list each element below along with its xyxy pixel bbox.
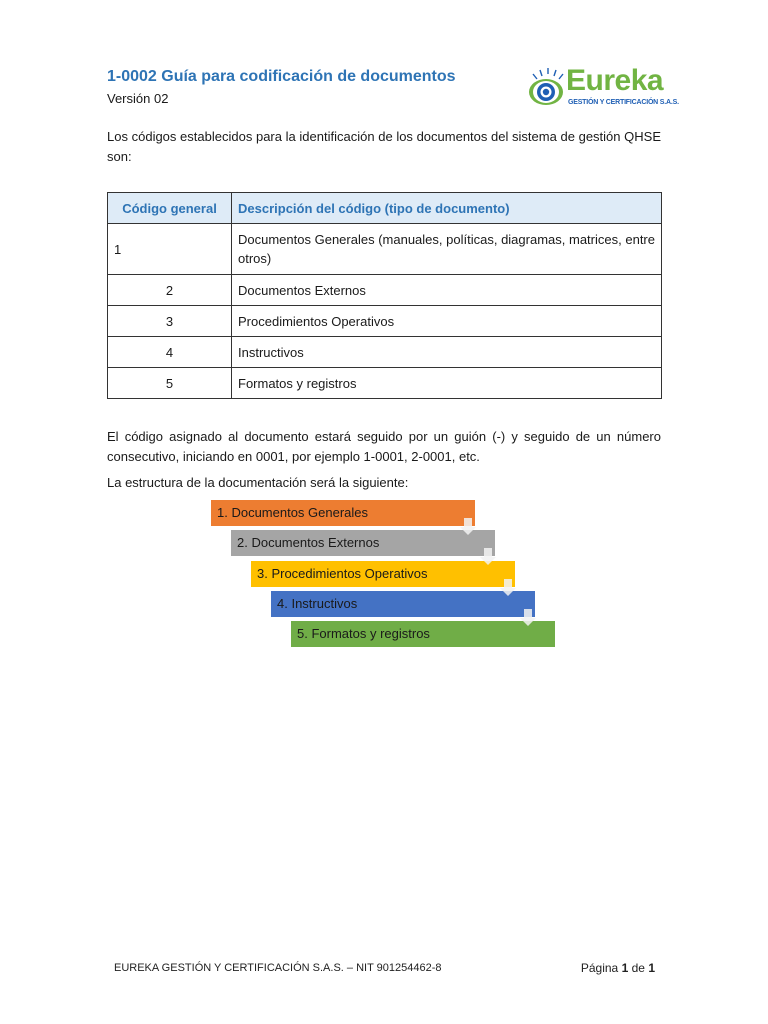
code-cell: 4 [108,337,232,368]
diagram-step-2 [231,530,495,556]
code-cell: 5 [108,368,232,399]
page-label: Página [580,961,619,975]
logo-tagline: GESTIÓN Y CERTIFICACIÓN S.A.S. [568,99,679,106]
diagram-step-label: 1. Documentos Generales [217,505,369,520]
description-cell: Instructivos [232,337,662,368]
page-separator: de [631,961,645,975]
table-row [108,368,662,399]
page-current: 1 [621,961,629,975]
description-cell: Formatos y registros [232,368,662,399]
intro-paragraph: Los códigos establecidos para la identificación de los documentos del sistema de gestión QHSE son: [107,129,661,164]
footer-page-number [581,961,655,975]
table-header-row [108,193,662,224]
codes-table [107,192,662,399]
page-total: 1 [648,961,655,975]
code-cell: 2 [108,275,232,306]
diagram-step-label: 5. Formatos y registros [297,626,430,641]
eye-icon [526,66,570,112]
logo-wordmark: Eureka [566,64,664,97]
eureka-logo [526,64,679,112]
diagram-step-label: 4. Instructivos [277,596,358,611]
code-cell: 1 [108,224,232,275]
code-explanation: El código asignado al documento estará seguido por un guión (-) y seguido de un número consecutivo, iniciando en 0001, por ejemplo 1-0001, 2-0001, etc. [107,429,661,464]
document-version: Versión 02 [107,91,169,106]
table-row [108,275,662,306]
document-title: 1-0002 Guía para codificación de documentos [107,68,456,85]
diagram-step-5 [291,621,555,647]
description-cell: Procedimientos Operativos [232,306,662,337]
diagram-step-1 [211,500,475,526]
structure-intro: La estructura de la documentación será la siguiente: [107,475,409,490]
diagram-step-4 [271,591,535,617]
table-row [108,224,662,275]
description-cell: Documentos Generales (manuales, políticas, diagramas, matrices, entre otros) [232,224,662,275]
column-header-description: Descripción del código (tipo de documento) [232,193,662,224]
description-cell: Documentos Externos [232,275,662,306]
diagram-step-label: 2. Documentos Externos [237,535,380,550]
footer-company: EUREKA GESTIÓN Y CERTIFICACIÓN S.A.S. – NIT 901254462-8 [114,962,442,974]
column-header-code: Código general [108,193,232,224]
code-cell: 3 [108,306,232,337]
diagram-step-3 [251,561,515,587]
table-row [108,306,662,337]
table-row [108,337,662,368]
diagram-step-label: 3. Procedimientos Operativos [257,566,428,581]
